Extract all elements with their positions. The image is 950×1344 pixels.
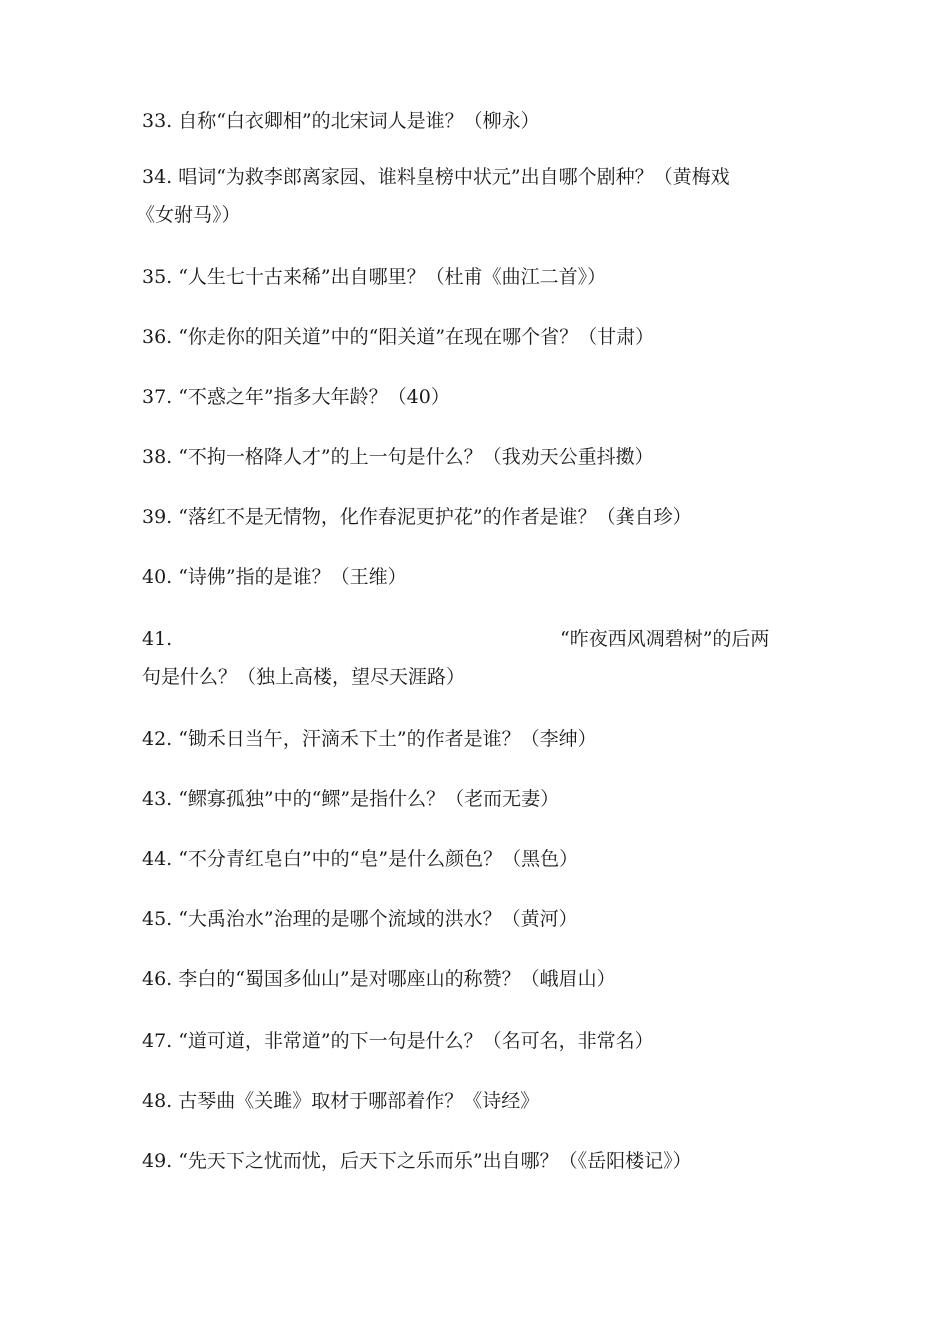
question-text: “锄禾日当午，汗滴禾下土”的作者是谁？（李绅） [178,728,597,750]
question-number: 47. [142,1030,173,1052]
question-33 [142,102,802,140]
question-text: “人生七十古来稀”出自哪里？（杜甫《曲江二首》） [178,266,607,288]
question-text: 李白的“蜀国多仙山”是对哪座山的称赞？（峨眉山） [178,968,616,990]
question-45 [142,900,802,938]
question-text: “你走你的阳关道”中的“阳关道”在现在哪个省？（甘肃） [178,326,655,348]
question-text: 古琴曲《关雎》取材于哪部着作？《诗经》 [178,1090,540,1112]
question-text: “落红不是无情物，化作春泥更护花”的作者是谁？（龚自珍） [178,506,692,528]
question-text-continued: 《女驸马》） [136,204,241,226]
question-44 [142,840,802,878]
question-text: “道可道，非常道”的下一句是什么？（名可名，非常名） [178,1030,654,1052]
question-number: 49. [142,1150,173,1172]
question-48 [142,1082,802,1120]
question-number: 38. [142,446,173,468]
question-number: 48. [142,1090,173,1112]
question-text: “不惑之年”指多大年龄？（40） [178,386,450,408]
question-text: “不拘一格降人才”的上一句是什么？（我劝天公重抖擞） [178,446,654,468]
question-43 [142,780,802,818]
question-number: 35. [142,266,173,288]
question-40 [142,558,802,596]
question-number: 33. [142,110,173,132]
question-number: 42. [142,728,173,750]
question-47 [142,1022,802,1060]
question-text: “鳏寡孤独”中的“鳏”是指什么？（老而无妻） [178,788,560,810]
question-38 [142,438,802,476]
question-number: 36. [142,326,173,348]
question-text: “诗佛”指的是谁？（王维） [178,566,407,588]
question-text: 唱词“为救李郎离家园、谁料皇榜中状元”出自哪个剧种？（黄梅戏 [178,166,730,188]
question-text: “先天下之忧而忧，后天下之乐而乐”出自哪？（《岳阳楼记》） [178,1150,692,1172]
question-41 [142,620,802,696]
question-number: 46. [142,968,173,990]
question-number: 37. [142,386,173,408]
question-37 [142,378,802,416]
question-text: “昨夜西风凋碧树”的后两 [560,628,770,650]
question-35 [142,258,802,296]
question-39 [142,498,802,536]
question-text: 自称“白衣卿相”的北宋词人是谁？（柳永） [178,110,540,132]
question-46 [142,960,802,998]
question-number: 40. [142,566,173,588]
question-text-continued: 句是什么？（独上高楼，望尽天涯路） [142,666,466,688]
question-number: 41. [142,628,173,650]
question-text: “不分青红皂白”中的“皂”是什么颜色？（黑色） [178,848,579,870]
question-number: 43. [142,788,173,810]
question-number: 45. [142,908,173,930]
question-number: 39. [142,506,173,528]
question-49 [142,1142,802,1180]
question-text: “大禹治水”治理的是哪个流域的洪水？（黄河） [178,908,578,930]
question-42 [142,720,802,758]
question-36 [142,318,802,356]
question-34 [136,158,802,234]
question-number: 34. [142,166,173,188]
question-number: 44. [142,848,173,870]
